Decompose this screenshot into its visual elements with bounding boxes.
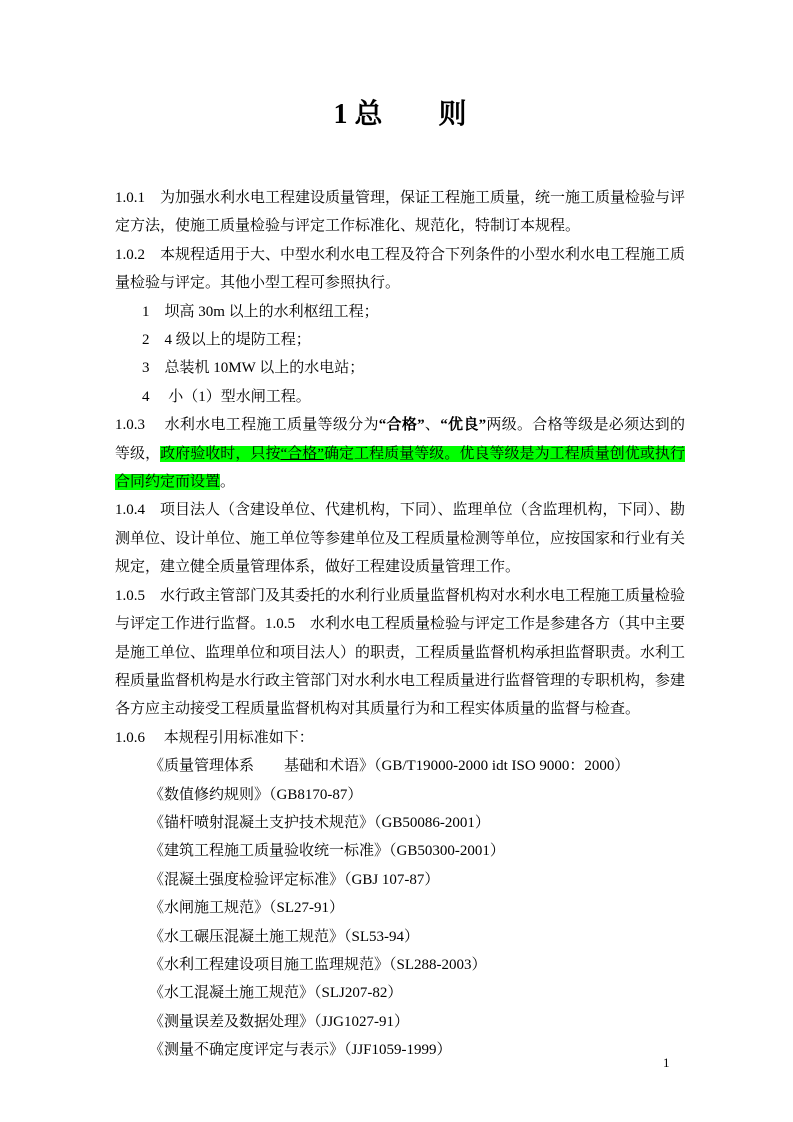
bold-text: “合格” (378, 417, 425, 434)
reference-item: 《水闸施工规范》（SL27-91） (149, 900, 345, 917)
reference-item: 《质量管理体系 基础和术语》（GB/T19000-2000 idt ISO 9000：2000） (149, 758, 630, 775)
para-1-0-1: 1.0.1 为加强水利水电工程建设质量管理，保证工程施工质量，统一施工质量检验与评定方法，使施工质量检验与评定工作标准化、规范化，特制订本规程。 (115, 190, 686, 235)
reference-item: 《测量不确定度评定与表示》（JJF1059-1999） (149, 1042, 452, 1059)
reference-item: 《锚杆喷射混凝土支护技术规范》（GB50086-2001） (149, 814, 490, 831)
para-1-0-5: 1.0.5 水行政主管部门及其委托的水利行业质量监督机构对水利水电工程施工质量检验与评定工作进行监督。1.0.5 水利水电工程质量检验与评定工作是参建各方（其中主要是施工单位、监理单位和项目法人）的职责，工程质量监督机构承担监督职责。水利工程质量监督机构是水行政主管部门对水利水电工程质量进行监督管理的专职机构，参建各方应主动接受工程质量监督机构对其质量行为和工程实体质量的监督与检查。 (115, 587, 686, 718)
highlighted-text: 优良等级是为工程质量创优或执行合同约定而设置 (115, 445, 685, 491)
para-1-0-3 (115, 411, 685, 496)
para-1-0-3-mid: 两级。合格等级是必须达到的等级， (115, 417, 685, 462)
para-1-0-4: 1.0.4 项目法人（含建设单位、代建机构，下同）、监理单位（含监理机构，下同）、勘测单位、设计单位、施工单位等参建单位及工程质量检测等单位，应按国家和行业有关规定，建立健全质量管理体系，做好工程建设质量管理工作。 (115, 502, 686, 576)
underlined-highlighted-text: “合格” (280, 445, 324, 462)
reference-item: 《数值修约规则》（GB8170-87） (149, 786, 363, 803)
page-number: 1 (663, 1055, 670, 1070)
reference-item: 《水利工程建设项目施工监理规范》（SL288-2003） (149, 956, 487, 973)
document-content (115, 96, 685, 1065)
reference-item: 《建筑工程施工质量验收统一标准》（GB50300-2001） (149, 843, 505, 860)
list-item: 4 小（1）型水闸工程。 (142, 388, 311, 405)
para-1-0-3-tail: 。 (220, 474, 236, 491)
reference-item: 《测量误差及数据处理》（JJG1027-91） (149, 1013, 410, 1030)
reference-item: 《混凝土强度检验评定标准》（GBJ 107-87） (149, 871, 440, 888)
bold-text: “优良” (440, 417, 487, 434)
para-1-0-2: 1.0.2 本规程适用于大、中型水利水电工程及符合下列条件的小型水利水电工程施工质量检验与评定。其他小型工程可参照执行。 (115, 246, 686, 292)
list-item: 3 总装机 10MW 以上的水电站； (142, 360, 365, 377)
list-item: 2 4 级以上的堤防工程； (142, 332, 311, 349)
reference-item: 《水工混凝土施工规范》（SLJ207-82） (149, 985, 403, 1002)
highlighted-text: 确定工程质量等级。 (323, 445, 460, 462)
highlighted-text: 政府验收时，只按 (160, 445, 281, 462)
list-item: 1 坝高 30m 以上的水利枢纽工程； (142, 303, 379, 320)
para-1-0-6: 1.0.6 本规程引用标准如下： (115, 729, 314, 746)
para-1-0-3-lead: 1.0.3 水利水电工程施工质量等级分为 (115, 417, 379, 434)
para-1-0-3-separator: 、 (424, 417, 441, 434)
reference-item: 《水工碾压混凝土施工规范》（SL53-94） (149, 928, 420, 945)
page-title: 1 总 则 (333, 99, 467, 130)
